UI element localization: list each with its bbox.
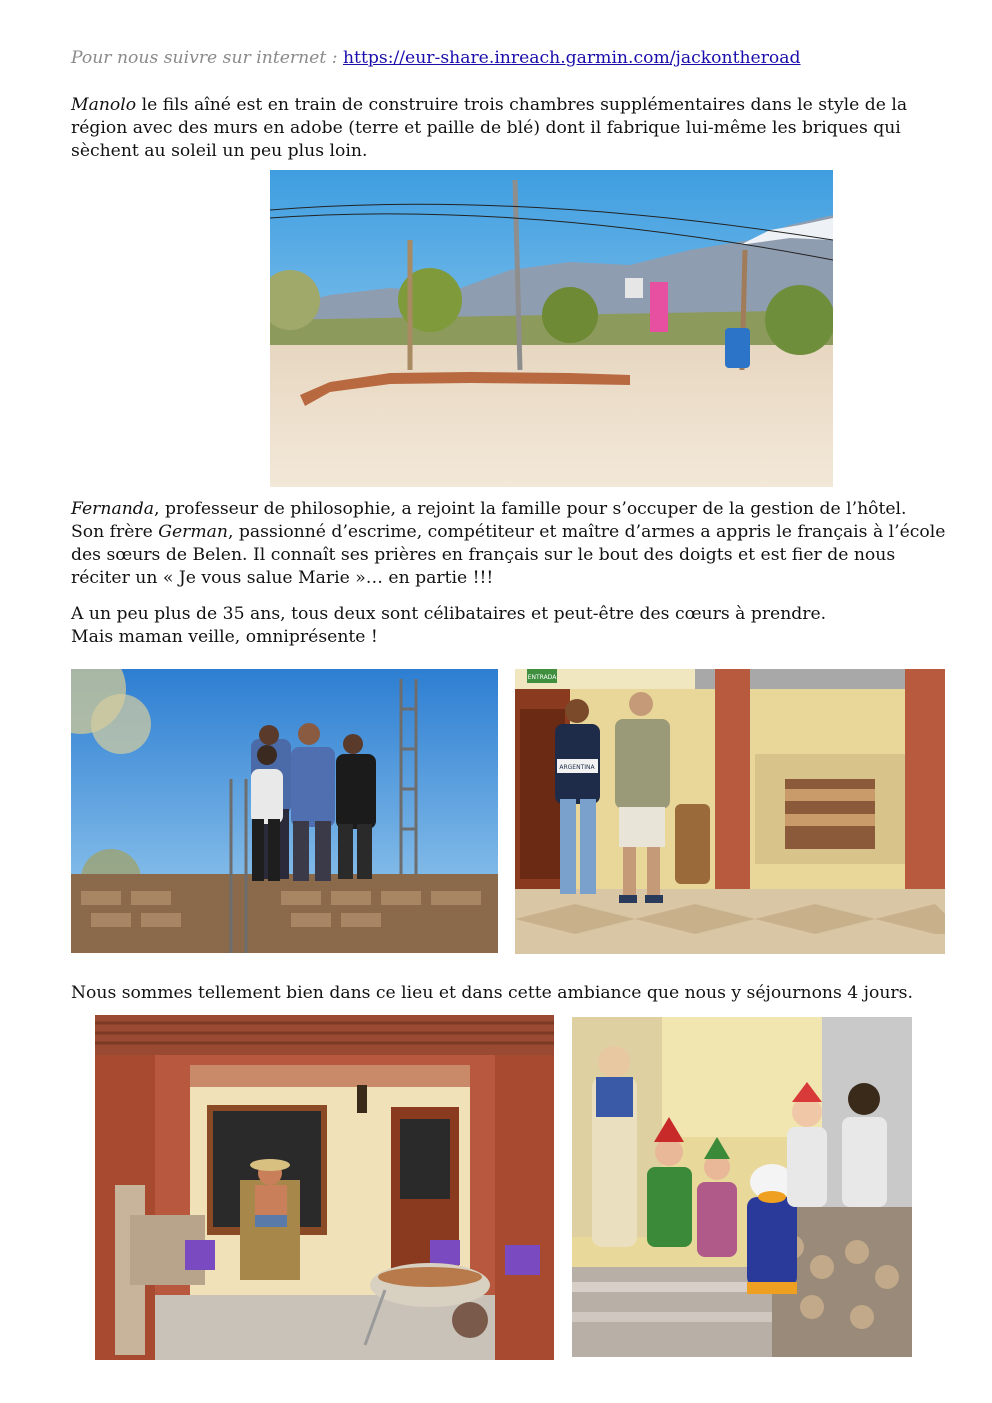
- paragraph-manolo-text: le fils aîné est en train de construire trois chambres supplémentaires dans le style de la région avec des murs en adobe (terre et paille de blé) dont il fabrique lui-même les briques qui sèchent au soleil un peu plus loin.: [71, 95, 908, 161]
- paragraph-celibataires-line2: Mais maman veille, omniprésente !: [71, 627, 378, 647]
- paragraph-celibataires-line1: A un peu plus de 35 ans, tous deux sont célibataires et peut-être des cœurs à prendre.: [71, 604, 827, 624]
- paragraph-fernanda-text: , professeur de philosophie, a rejoint la famille pour s’occuper de la gestion de l’hôtel.: [154, 499, 907, 519]
- name-fernanda: Fernanda: [71, 499, 155, 519]
- argentina-shirt-text: ARGENTINA: [559, 764, 595, 771]
- paragraph-fernanda: [71, 498, 951, 590]
- photo-adobe-bricks-landscape: [270, 170, 833, 487]
- follow-prefix: Pour nous suivre sur internet :: [71, 48, 343, 68]
- photo-fernanda-german-entrance: [515, 669, 945, 954]
- paragraph-german-intro: Son frère: [71, 522, 159, 542]
- paragraph-celibataires: [71, 603, 951, 649]
- name-german: German: [158, 522, 228, 542]
- entrada-sign: ENTRADA: [527, 674, 557, 681]
- photo-porch-rocking-chair: [95, 1015, 554, 1360]
- paragraph-manolo: [71, 94, 951, 163]
- photo-dwarf-statues: [572, 1017, 912, 1357]
- tracking-link[interactable]: https://eur-share.inreach.garmin.com/jackontheroad: [342, 48, 801, 68]
- paragraph-german-text: , passionné d’escrime, compétiteur et maître d’armes a appris le français à l’école des sœurs de Belen. Il connaît ses prières en français sur le bout des doigts et est fier de nous réciter un « Je vous salue Marie »… en partie !!!: [71, 522, 946, 588]
- name-manolo: Manolo: [71, 95, 137, 115]
- paragraph-sejour: [71, 982, 951, 1005]
- follow-line: [71, 47, 951, 70]
- photo-men-on-wall: [71, 669, 498, 953]
- paragraph-sejour-text: Nous sommes tellement bien dans ce lieu et dans cette ambiance que nous y séjournons 4 jours.: [71, 983, 913, 1003]
